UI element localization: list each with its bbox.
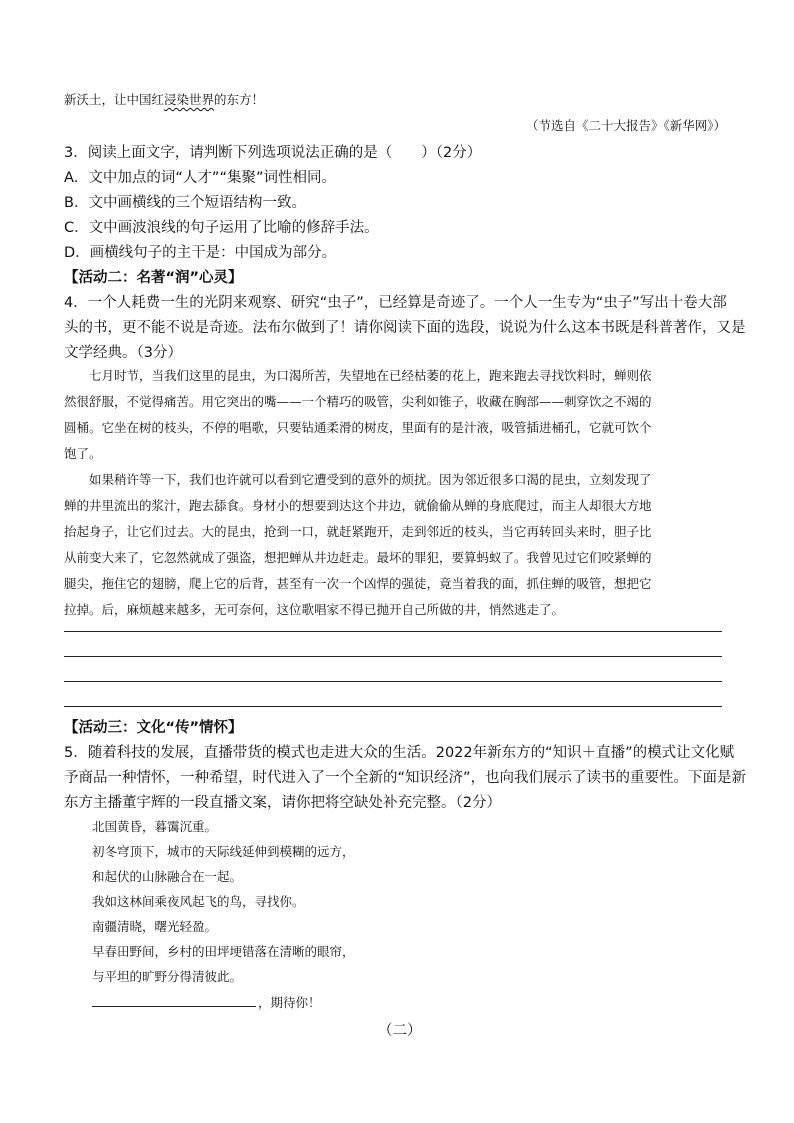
q4-line-1: 4．一个人耗费一生的光阴来观察、研究“虫子”，已经算是奇迹了。一个人一生专为“虫子”写出十卷大部 [64,295,727,311]
passage-p2-line-6: 拉掉。后，麻烦越来越多，无可奈何，这位歌唱家不得已抛开自己所做的井，悄然逃走了。 [64,602,565,617]
q3-option-c: C．文中画波浪线的句子运用了比喻的修辞手法。 [64,220,379,236]
blank-suffix: ，期待你！ [258,995,321,1010]
wavy-underlined-phrase: 浸染世界 [164,92,215,107]
poem-line-5: 南疆清晓，曙光轻盈。 [92,919,218,934]
poem-line-6: 早春田野间，乡村的田坪埂错落在清晰的眼帘， [92,944,355,959]
poem-line-4: 我如这林间乘夜风起飞的鸟，寻找你。 [92,894,305,909]
passage-p2-line-5: 腿尖，拖住它的翅膀，爬上它的后背，甚至有一次一个凶悍的强徒，竟当着我的面，抓住蝉的吸管，想把它 [64,576,652,591]
top-continuation [64,90,264,108]
poem-line-3: 和起伏的山脉融合在一起。 [92,869,243,884]
answer-line-1[interactable] [64,631,722,632]
q3-option-d: D．画横线句子的主干是：中国成为部分。 [64,245,337,261]
passage-p2-line-4: 从前变大来了，它忽然就成了强盗，想把蝉从井边赶走。最坏的罪犯，要算蚂蚁了。我曾见过它们咬紧蝉的 [64,550,652,565]
q3-option-b: B．文中画横线的三个短语结构一致。 [64,195,306,211]
page-number: （二） [378,1023,422,1039]
poem-line-2: 初冬穹顶下，城市的天际线延伸到模糊的远方， [92,844,355,859]
answer-line-4[interactable] [64,706,722,707]
passage-p1-line-3: 圆桶。它坐在树的枝头，不停的唱歌，只要钻通柔滑的树皮，里面有的是汁液，吸管插进桶孔，它就可饮个 [64,420,652,435]
activity2-title: 【活动二：名著“润”心灵】 [64,270,243,286]
q4-line-2: 头的书，更不能不说是奇迹。法布尔做到了！请你阅读下面的选段，说说为什么这本书既是科普著作，又是 [64,320,746,336]
top-text-pre: 新沃土，让中国红 [64,92,165,107]
passage-p2-line-3: 抬起身子，让它们过去。大的昆虫，抢到一口，就赶紧跑开，走到邻近的枝头，当它再转回头来时，胆子比 [64,524,652,539]
passage-p2-line-1: 如果稍许等一下，我们也许就可以看到它遭受到的意外的烦扰。因为邻近很多口渴的昆虫，立刻发现了 [89,472,652,487]
q5-line-1: 5．随着科技的发展，直播带货的模式也走进大众的生活。2022年新东方的“知识＋直播”的模式让文化赋 [64,745,735,761]
passage-p1-line-2: 然很舒服，不觉得痛苦。用它突出的嘴——一个精巧的吸管，尖利如锥子，收藏在胸部——刺穿饮之不竭的 [64,394,652,409]
top-text-post: 的东方！ [214,92,265,107]
passage-p1-line-4: 饱了。 [64,446,102,461]
activity3-title: 【活动三：文化“传”情怀】 [64,720,243,736]
q4-line-3: 文学经典。（3分） [64,345,182,361]
answer-line-2[interactable] [64,656,722,657]
q5-line-2: 予商品一种情怀，一种希望，时代进入了一个全新的“知识经济”，也向我们展示了读书的重要性。下面是新 [64,770,747,786]
source-citation: （节选自《二十大报告》《新华网》） [525,118,726,133]
q5-line-3: 东方主播董宇辉的一段直播文案，请你把将空缺处补充完整。（2分） [64,795,501,811]
fill-in-blank[interactable] [92,992,256,1007]
q3-stem: 3．阅读上面文字，请判断下列选项说法正确的是（ ）（2分） [64,145,482,161]
poem-line-1: 北国黄昏，暮霭沉重。 [92,819,218,834]
poem-blank-line [92,992,321,1011]
passage-p2-line-2: 蝉的井里流出的浆汁，跑去舔食。身材小的想要到达这个井边，就偷偷从蝉的身底爬过，而主人却很大方地 [64,498,652,513]
passage-p1-line-1: 七月时节，当我们这里的昆虫，为口渴所苦，失望地在已经枯萎的花上，跑来跑去寻找饮料时，蝉则依 [89,368,652,383]
answer-line-3[interactable] [64,681,722,682]
q3-option-a: A．文中加点的词“人才”“集聚”词性相同。 [64,170,336,186]
poem-line-7: 与平坦的旷野分得清彼此。 [92,969,243,984]
